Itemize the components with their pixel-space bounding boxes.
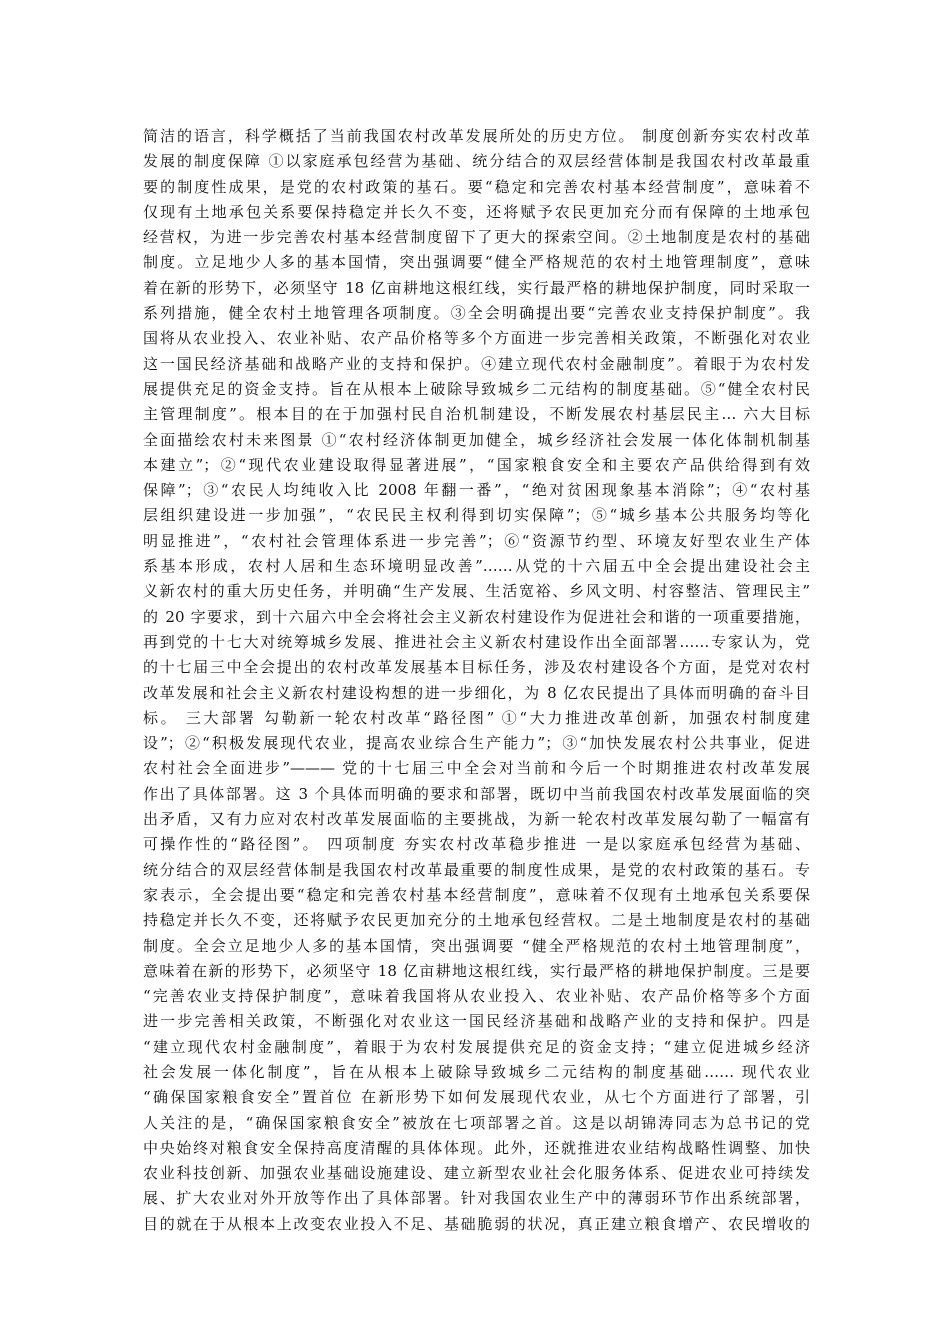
text-line: 制度。立足地少人多的基本国情，突出强调要“健全严格规范的农村土地管理制度”，意味 bbox=[143, 253, 810, 272]
text-line: 进一步完善相关政策，不断强化对农业这一国民经济基础和战略产业的支持和保护。四是 bbox=[143, 1012, 810, 1031]
text-line: 作出了具体部署。这 3 个具体而明确的要求和部署，既切中当前我国农村改革发展面临的突 bbox=[143, 784, 810, 803]
text-line: 这一国民经济基础和战略产业的支持和保护。④建立现代农村金融制度”。着眼于为农村发 bbox=[143, 354, 810, 373]
text-line: 展提供充足的资金支持。旨在从根本上破除导致城乡二元结构的制度基础。⑤“健全农村民 bbox=[143, 379, 810, 398]
text-line: 仅现有土地承包关系要保持稳定并长久不变，还将赋予农民更加充分而有保障的土地承包 bbox=[143, 202, 810, 221]
text-line: “确保国家粮食安全”置首位 在新形势下如何发展现代农业，从七个方面进行了部署，引 bbox=[143, 1088, 810, 1107]
text-line: 本建立”；②“现代农业建设取得显著进展”，“国家粮食安全和主要农产品供给得到有效 bbox=[143, 455, 810, 474]
text-line: 系基本形成，农村人居和生态环境明显改善”……从党的十六届五中全会提出建设社会主 bbox=[143, 557, 810, 576]
text-line: 设”；②“积极发展现代农业，提高农业综合生产能力”；③“加快发展农村公共事业，促进 bbox=[143, 734, 810, 753]
text-line: 农村社会全面进步”——— 党的十七届三中全会对当前和今后一个时期推进农村改革发展 bbox=[143, 759, 810, 778]
text-line: 发展的制度保障 ①以家庭承包经营为基础、统分结合的双层经营体制是我国农村改革最重 bbox=[143, 152, 810, 171]
text-line: 主管理制度”。根本目的在于加强村民自治机制建设，不断发展农村基层民主… 六大目标 bbox=[143, 405, 810, 424]
text-line: 简洁的语言，科学概括了当前我国农村改革发展所处的历史方位。 制度创新夯实农村改革 bbox=[143, 127, 810, 145]
text-line: “建立现代农村金融制度”，着眼于为农村发展提供充足的资金支持；“建立促进城乡经济 bbox=[143, 1037, 810, 1056]
text-line: 的 20 字要求，到十六届六中全会将社会主义新农村建设作为促进社会和谐的一项重要措施， bbox=[143, 607, 810, 626]
text-line: 系列措施，健全农村土地管理各项制度。③全会明确提出要“完善农业支持保护制度”。我 bbox=[143, 304, 810, 323]
text-line: 再到党的十七大对统筹城乡发展、推进社会主义新农村建设作出全面部署……专家认为，党 bbox=[143, 632, 810, 651]
text-line: 着在新的形势下，必须坚守 18 亿亩耕地这根红线，实行最严格的耕地保护制度，同时采取一 bbox=[143, 278, 810, 297]
text-line: 义新农村的重大历史任务，并明确“生产发展、生活宽裕、乡风文明、村容整洁、管理民主” bbox=[143, 582, 810, 601]
text-line: 目的就在于从根本上改变农业投入不足、基础脆弱的状况，真正建立粮食增产、农民增收的 bbox=[143, 1214, 810, 1233]
text-line: 出矛盾，又有力应对农村改革发展面临的主要挑战，为新一轮农村改革发展勾勒了一幅富有 bbox=[143, 810, 810, 829]
text-line: 农业科技创新、加强农业基础设施建设、建立新型农业社会化服务体系、促进农业可持续发 bbox=[143, 1164, 810, 1183]
text-line: 持稳定并长久不变，还将赋予农民更加充分的土地承包经营权。二是土地制度是农村的基础 bbox=[143, 911, 810, 930]
text-line: 标。 三大部署 勾勒新一轮农村改革“路径图” ①“大力推进改革创新，加强农村制度建 bbox=[143, 708, 810, 727]
text-line: 经营权，为进一步完善农村基本经营制度留下了更大的探索空间。②土地制度是农村的基础 bbox=[143, 228, 810, 247]
text-line: 要的制度性成果，是党的农村政策的基石。要“稳定和完善农村基本经营制度”，意味着不 bbox=[143, 177, 810, 196]
text-line: 改革发展和社会主义新农村建设构想的进一步细化，为 8 亿农民提出了具体而明确的奋斗目 bbox=[143, 683, 810, 702]
text-line: 可操作性的“路径图”。 四项制度 夯实农村改革稳步推进 一是以家庭承包经营为基础、 bbox=[143, 835, 810, 854]
text-line: 国将从农业投入、农业补贴、农产品价格等多个方面进一步完善相关政策，不断强化对农业 bbox=[143, 329, 810, 348]
text-line: 中央始终对粮食安全保持高度清醒的具体体现。此外，还就推进农业结构战略性调整、加快 bbox=[143, 1138, 810, 1157]
text-line: “完善农业支持保护制度”，意味着我国将从农业投入、农业补贴、农产品价格等多个方面 bbox=[143, 987, 810, 1006]
text-line: 家表示，全会提出要“稳定和完善农村基本经营制度”，意味着不仅现有土地承包关系要保 bbox=[143, 885, 810, 904]
text-line: 社会发展一体化制度”，旨在从根本上破除导致城乡二元结构的制度基础…… 现代农业 bbox=[143, 1062, 810, 1081]
text-line: 明显推进”，“农村社会管理体系进一步完善”；⑥“资源节约型、环境友好型农业生产体 bbox=[143, 531, 810, 550]
text-line: 保障”；③“农民人均纯收入比 2008 年翻一番”，“绝对贫困现象基本消除”；④“农村基 bbox=[143, 481, 810, 500]
text-line: 统分结合的双层经营体制是我国农村改革最重要的制度性成果，是党的农村政策的基石。专 bbox=[143, 860, 810, 879]
text-line: 的十七届三中全会提出的农村改革发展基本目标任务，涉及农村建设各个方面，是党对农村 bbox=[143, 658, 810, 677]
body-text bbox=[143, 124, 810, 1237]
text-line: 意味着在新的形势下，必须坚守 18 亿亩耕地这根红线，实行最严格的耕地保护制度。三是要 bbox=[143, 961, 810, 980]
text-line: 全面描绘农村未来图景 ①“农村经济体制更加健全，城乡经济社会发展一体化体制机制基 bbox=[143, 430, 810, 449]
text-line: 制度。全会立足地少人多的基本国情，突出强调要 “健全严格规范的农村土地管理制度”， bbox=[143, 936, 810, 955]
text-line: 层组织建设进一步加强”，“农民民主权利得到切实保障”；⑤“城乡基本公共服务均等化 bbox=[143, 506, 810, 525]
text-line: 人关注的是，“确保国家粮食安全”被放在七项部署之首。这是以胡锦涛同志为总书记的党 bbox=[143, 1113, 810, 1132]
text-line: 展、扩大农业对外开放等作出了具体部署。针对我国农业生产中的薄弱环节作出系统部署， bbox=[143, 1189, 810, 1208]
